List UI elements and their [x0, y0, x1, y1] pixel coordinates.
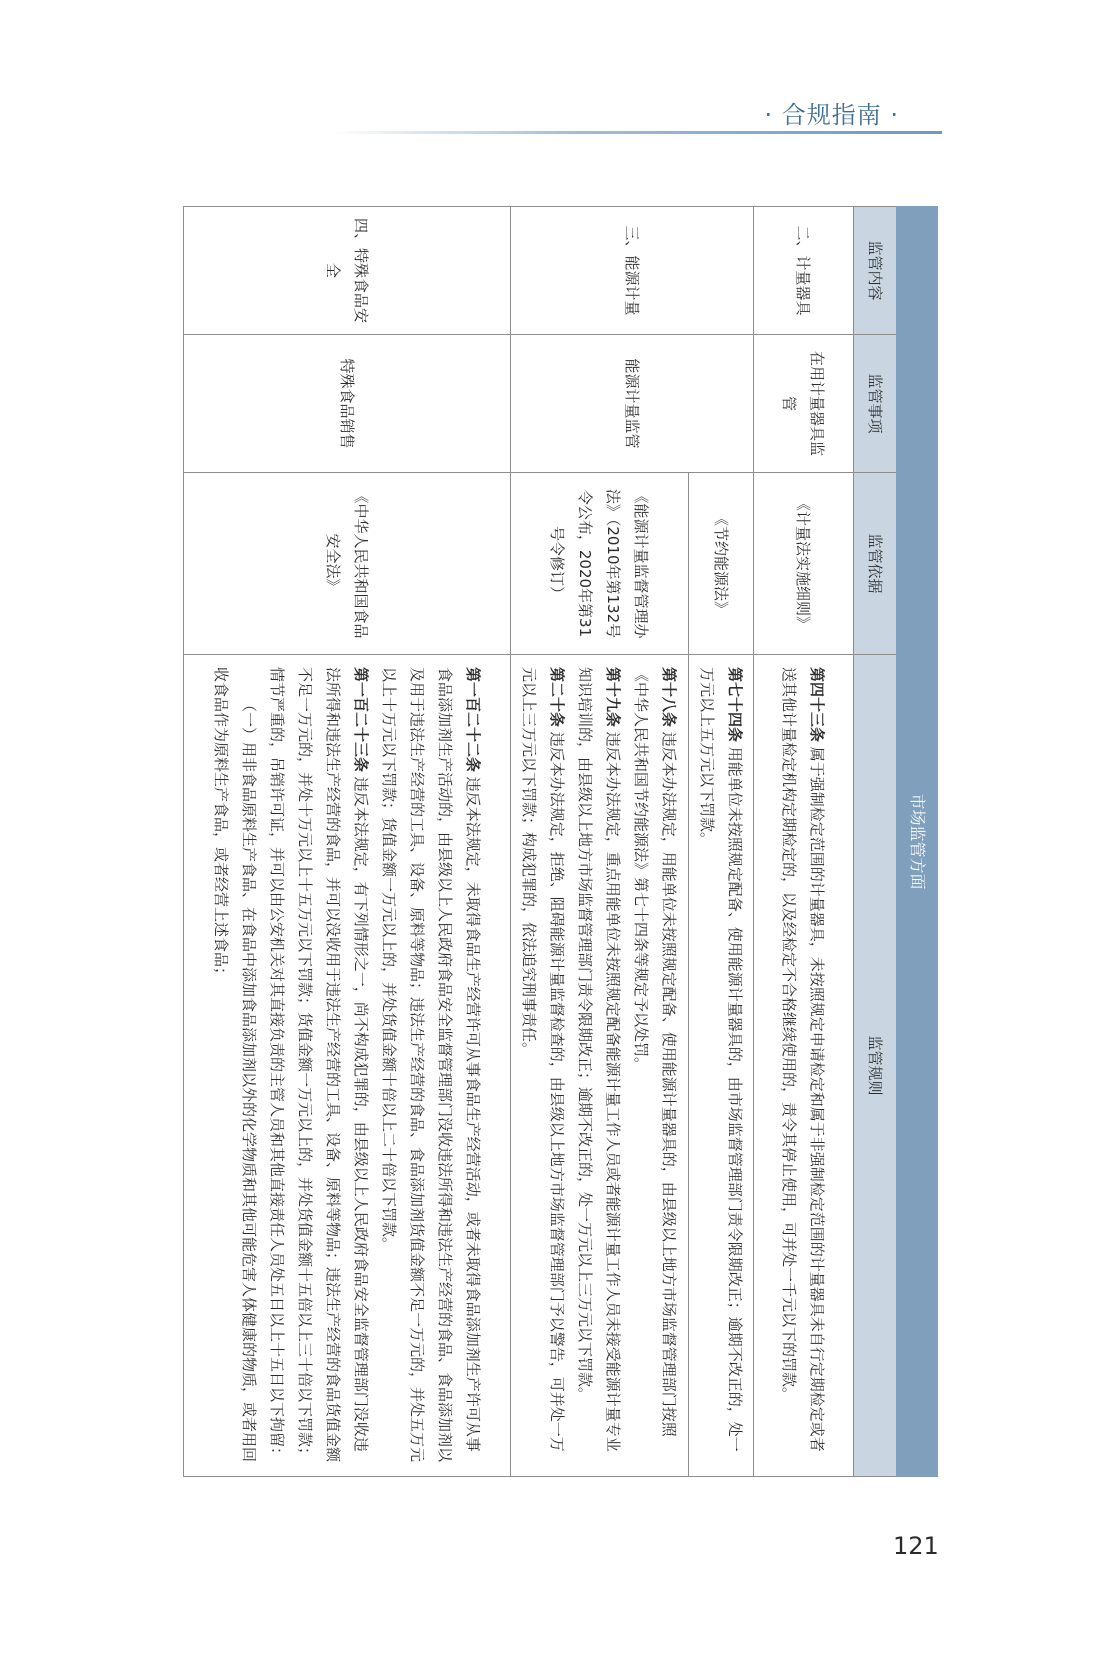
column-header-item: 监管事项 [854, 335, 897, 473]
cell-rules [689, 655, 754, 1477]
article-number: 第一百二十二条 [464, 667, 482, 773]
article-text: 违反本法规定，有下列情形之一，尚不构成犯罪的，由县级以上人民政府食品安全监督管理部门没收违法所得和违法生产经营的食品，并可以没收用于违法生产经营的工具、设备、原料等物品；违法生产经营的食品货值金额不足一万元的，并处十万元以上十五万元以下罚款；货值金额一万元以上的，并处货值金额十五倍以上三十倍以下罚款；情节严重的，吊销许可证，并可以由公安机关对其直接负责的主管人员和其他直接责任人员处五日以上十五日以下拘留： [268, 667, 370, 1463]
article-text: 用能单位未按照规定配备、使用能源计量器具的，由市场监督管理部门责令限期改正；逾期不改正的，处一万元以上五万元以下罚款。 [698, 667, 744, 1452]
table-section-band: 市场监管方面 [897, 207, 938, 1477]
cell-item: 能源计量监管 [511, 335, 754, 473]
rule-paragraph [693, 667, 749, 1464]
article-number: 第四十三条 [808, 667, 827, 743]
article-number: 第七十四条 [726, 667, 744, 743]
page-number: 121 [893, 1532, 939, 1560]
article-text: 违反本办法规定，重点用能单位未按照规定配备能源计量工作人员或者能源计量工作人员未接受能源计量专业知识培训的，由县级以上地方市场监督管理部门责令限期改正；逾期不改正的，处一万元以上三万元以下罚款。 [576, 667, 623, 1452]
cell-item: 在用计量器具监管 [754, 335, 854, 473]
cell-rules [184, 655, 511, 1477]
column-header-content: 监管内容 [854, 207, 897, 335]
rule-paragraph [207, 667, 263, 1464]
cell-basis: 《能源计量监督管理办法》（2010年第132号令公布，2020年第31号令修订） [511, 473, 689, 655]
header-divider [330, 131, 942, 134]
cell-content: 四、特殊食品安全 [184, 207, 511, 335]
rule-paragraph [516, 667, 572, 1464]
cell-basis: 《计量法实施细则》 [754, 473, 854, 655]
column-header-rules: 监管规则 [854, 655, 897, 1477]
article-text: 违反本法规定，未取得食品生产经营许可从事食品生产经营活动，或者未取得食品添加剂生产许可从事食品添加剂生产活动的，由县级以上人民政府食品安全监督管理部门没收违法所得和违法生产经营的食品、食品添加剂以及用于违法生产经营的工具、设备、原料等物品；违法生产经营的食品、食品添加剂货值金额不足一万元的，并处五万元以上十万元以下罚款；货值金额一万元以上的，并处货值金额十倍以上二十倍以下罚款。 [380, 667, 482, 1463]
cell-content: 二、计量器具 [754, 207, 854, 335]
table-row [689, 207, 754, 1477]
rule-paragraph [572, 667, 628, 1464]
article-number: 第十八条 [660, 667, 679, 728]
article-number: 第二十条 [548, 667, 567, 728]
article-text: 属于强制检定范围的计量器具，未按照规定申请检定和属于非强制检定范围的计量器具未自行定期检定或者送其他计量检定机构定期检定的，以及经检定不合格继续使用的，责令其停止使用，可并处一千元以下的罚款。 [780, 667, 827, 1452]
cell-item: 特殊食品销售 [184, 335, 511, 473]
column-header-basis: 监管依据 [854, 473, 897, 655]
section-header-title: · 合规指南 · [764, 101, 899, 129]
rule-paragraph [263, 667, 375, 1464]
cell-rules [754, 655, 854, 1477]
table-row [754, 207, 854, 1477]
rule-paragraph [628, 667, 684, 1464]
rotated-table-container [183, 206, 938, 1476]
cell-rules [511, 655, 689, 1477]
cell-content: 三、能源计量 [511, 207, 754, 335]
article-number: 第十九条 [604, 667, 623, 728]
table-row [184, 207, 511, 1477]
regulation-table [183, 206, 938, 1477]
rule-paragraph [375, 667, 487, 1464]
article-number: 第一百二十三条 [352, 667, 370, 773]
cell-basis: 《中华人民共和国食品安全法》 [184, 473, 511, 655]
rule-paragraph [776, 667, 832, 1464]
article-text: 违反本办法规定，用能单位未按照规定配备、使用能源计量器具的，由县级以上地方市场监督管理部门按照《中华人民共和国节约能源法》第七十四条等规定予以处罚。 [632, 667, 679, 1437]
article-text: （一）用非食品原料生产食品、在食品中添加食品添加剂以外的化学物质和其他可能危害人体健康的物质，或者用回收食品作为原料生产食品，或者经营上述食品； [212, 667, 258, 1463]
article-text: 违反本办法规定，拒绝、阻碍能源计量监督检查的，由县级以上地方市场监督管理部门予以警告，可并处一万元以上三万元以下罚款；构成犯罪的，依法追究刑事责任。 [520, 667, 567, 1452]
cell-basis: 《节约能源法》 [689, 473, 754, 655]
